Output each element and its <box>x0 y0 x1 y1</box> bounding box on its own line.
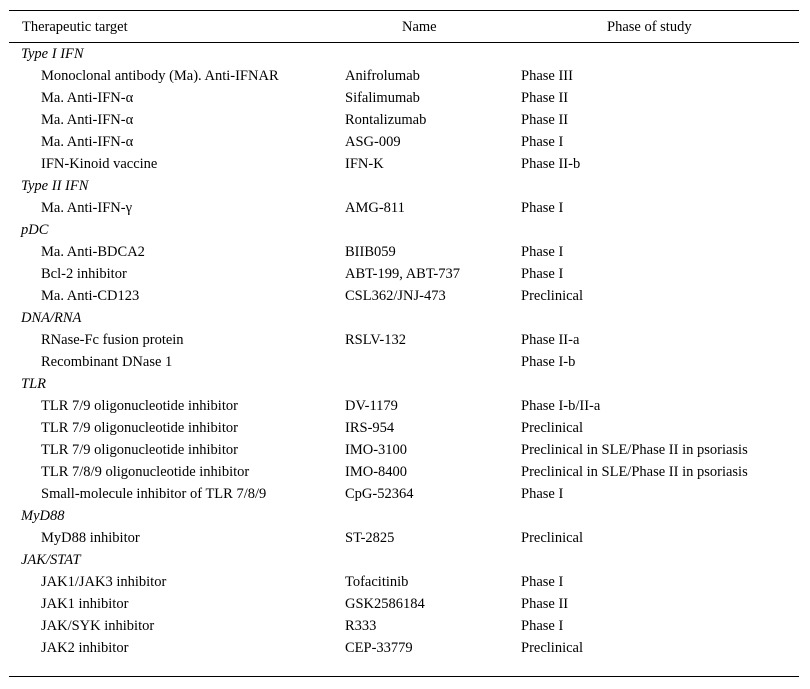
table-row <box>9 285 799 307</box>
group-heading-row <box>9 175 799 197</box>
name-cell: IFN-K <box>345 156 384 172</box>
header-phase-of-study: Phase of study <box>607 19 692 35</box>
phase-cell: Phase I <box>521 574 564 590</box>
table-row <box>9 153 799 175</box>
therapeutic-target-cell: Bcl-2 inhibitor <box>41 266 127 282</box>
table-row <box>9 263 799 285</box>
group-title: Type II IFN <box>21 178 89 194</box>
table-row <box>9 637 799 659</box>
phase-cell: Phase II <box>521 112 569 128</box>
group-heading-row <box>9 307 799 329</box>
table-row <box>9 527 799 549</box>
group-heading-row <box>9 505 799 527</box>
table-row <box>9 351 799 373</box>
phase-cell: Phase I-b/II-a <box>521 398 601 414</box>
phase-cell: Preclinical <box>521 420 584 436</box>
therapeutic-target-cell: JAK1 inhibitor <box>41 596 129 612</box>
group-heading-row <box>9 219 799 241</box>
name-cell: CpG-52364 <box>345 486 414 502</box>
therapeutic-target-cell: TLR 7/8/9 oligonucleotide inhibitor <box>41 464 250 480</box>
phase-cell: Phase I <box>521 200 564 216</box>
table-row <box>9 439 799 461</box>
phase-cell: Phase II <box>521 596 569 612</box>
name-cell: IMO-8400 <box>345 464 408 480</box>
therapeutic-target-cell: Ma. Anti-CD123 <box>41 288 140 304</box>
group-title: Type I IFN <box>21 46 84 62</box>
therapeutic-target-cell: Ma. Anti-IFN-α <box>41 90 134 106</box>
header-therapeutic-target: Therapeutic target <box>22 19 128 35</box>
name-cell: Anifrolumab <box>345 68 420 84</box>
phase-cell: Preclinical in SLE/Phase II in psoriasis <box>521 442 748 458</box>
phase-cell: Preclinical in SLE/Phase II in psoriasis <box>521 464 748 480</box>
therapeutic-target-cell: RNase-Fc fusion protein <box>41 332 184 348</box>
therapeutic-target-cell: Ma. Anti-IFN-α <box>41 134 134 150</box>
name-cell: GSK2586184 <box>345 596 425 612</box>
table-row <box>9 65 799 87</box>
name-cell: ST-2825 <box>345 530 395 546</box>
table-row <box>9 241 799 263</box>
group-title: pDC <box>21 222 49 238</box>
therapeutic-target-cell: Ma. Anti-IFN-γ <box>41 200 132 216</box>
therapeutic-target-cell: TLR 7/9 oligonucleotide inhibitor <box>41 398 238 414</box>
phase-cell: Phase I-b <box>521 354 576 370</box>
name-cell: Rontalizumab <box>345 112 427 128</box>
name-cell: RSLV-132 <box>345 332 406 348</box>
therapeutic-target-cell: Ma. Anti-IFN-α <box>41 112 134 128</box>
phase-cell: Phase II <box>521 90 569 106</box>
group-heading-row <box>9 43 799 65</box>
table-row <box>9 461 799 483</box>
table-top-rule <box>9 10 799 11</box>
name-cell: R333 <box>345 618 377 634</box>
group-title: TLR <box>21 376 46 392</box>
therapeutic-target-cell: Monoclonal antibody (Ma). Anti-IFNAR <box>41 68 279 84</box>
group-title: JAK/STAT <box>21 552 81 568</box>
table-row <box>9 593 799 615</box>
name-cell: AMG-811 <box>345 200 405 216</box>
name-cell: IRS-954 <box>345 420 395 436</box>
therapeutic-target-cell: MyD88 inhibitor <box>41 530 140 546</box>
table-row <box>9 329 799 351</box>
name-cell: IMO-3100 <box>345 442 408 458</box>
table-row <box>9 131 799 153</box>
therapeutic-target-cell: JAK1/JAK3 inhibitor <box>41 574 167 590</box>
table-row <box>9 571 799 593</box>
group-title: DNA/RNA <box>21 310 82 326</box>
therapeutic-target-cell: IFN-Kinoid vaccine <box>41 156 158 172</box>
table-row <box>9 87 799 109</box>
therapeutic-target-cell: Small-molecule inhibitor of TLR 7/8/9 <box>41 486 267 502</box>
phase-cell: Preclinical <box>521 530 584 546</box>
phase-cell: Phase I <box>521 618 564 634</box>
phase-cell: Phase I <box>521 244 564 260</box>
therapeutic-target-cell: Ma. Anti-BDCA2 <box>41 244 145 260</box>
phase-cell: Preclinical <box>521 640 584 656</box>
phase-cell: Phase II-b <box>521 156 581 172</box>
name-cell: ASG-009 <box>345 134 401 150</box>
name-cell: ABT-199, ABT-737 <box>345 266 460 282</box>
therapeutic-target-cell: Recombinant DNase 1 <box>41 354 173 370</box>
name-cell: CSL362/JNJ-473 <box>345 288 446 304</box>
therapeutic-target-cell: TLR 7/9 oligonucleotide inhibitor <box>41 442 238 458</box>
phase-cell: Phase I <box>521 134 564 150</box>
phase-cell: Phase II-a <box>521 332 580 348</box>
therapeutic-target-cell: JAK2 inhibitor <box>41 640 129 656</box>
group-heading-row <box>9 549 799 571</box>
phase-cell: Phase III <box>521 68 573 84</box>
phase-cell: Phase I <box>521 266 564 282</box>
table-row <box>9 483 799 505</box>
phase-cell: Preclinical <box>521 288 584 304</box>
therapeutic-target-cell: TLR 7/9 oligonucleotide inhibitor <box>41 420 238 436</box>
name-cell: BIIB059 <box>345 244 396 260</box>
group-title: MyD88 <box>21 508 65 524</box>
group-heading-row <box>9 373 799 395</box>
name-cell: DV-1179 <box>345 398 398 414</box>
phase-cell: Phase I <box>521 486 564 502</box>
name-cell: Sifalimumab <box>345 90 420 106</box>
therapeutic-target-cell: JAK/SYK inhibitor <box>41 618 155 634</box>
table-row <box>9 417 799 439</box>
table-row <box>9 615 799 637</box>
name-cell: Tofacitinib <box>345 574 409 590</box>
table-bottom-rule <box>9 676 799 677</box>
table-row <box>9 395 799 417</box>
name-cell: CEP-33779 <box>345 640 413 656</box>
table-row <box>9 197 799 219</box>
header-name: Name <box>402 19 437 35</box>
table-row <box>9 109 799 131</box>
